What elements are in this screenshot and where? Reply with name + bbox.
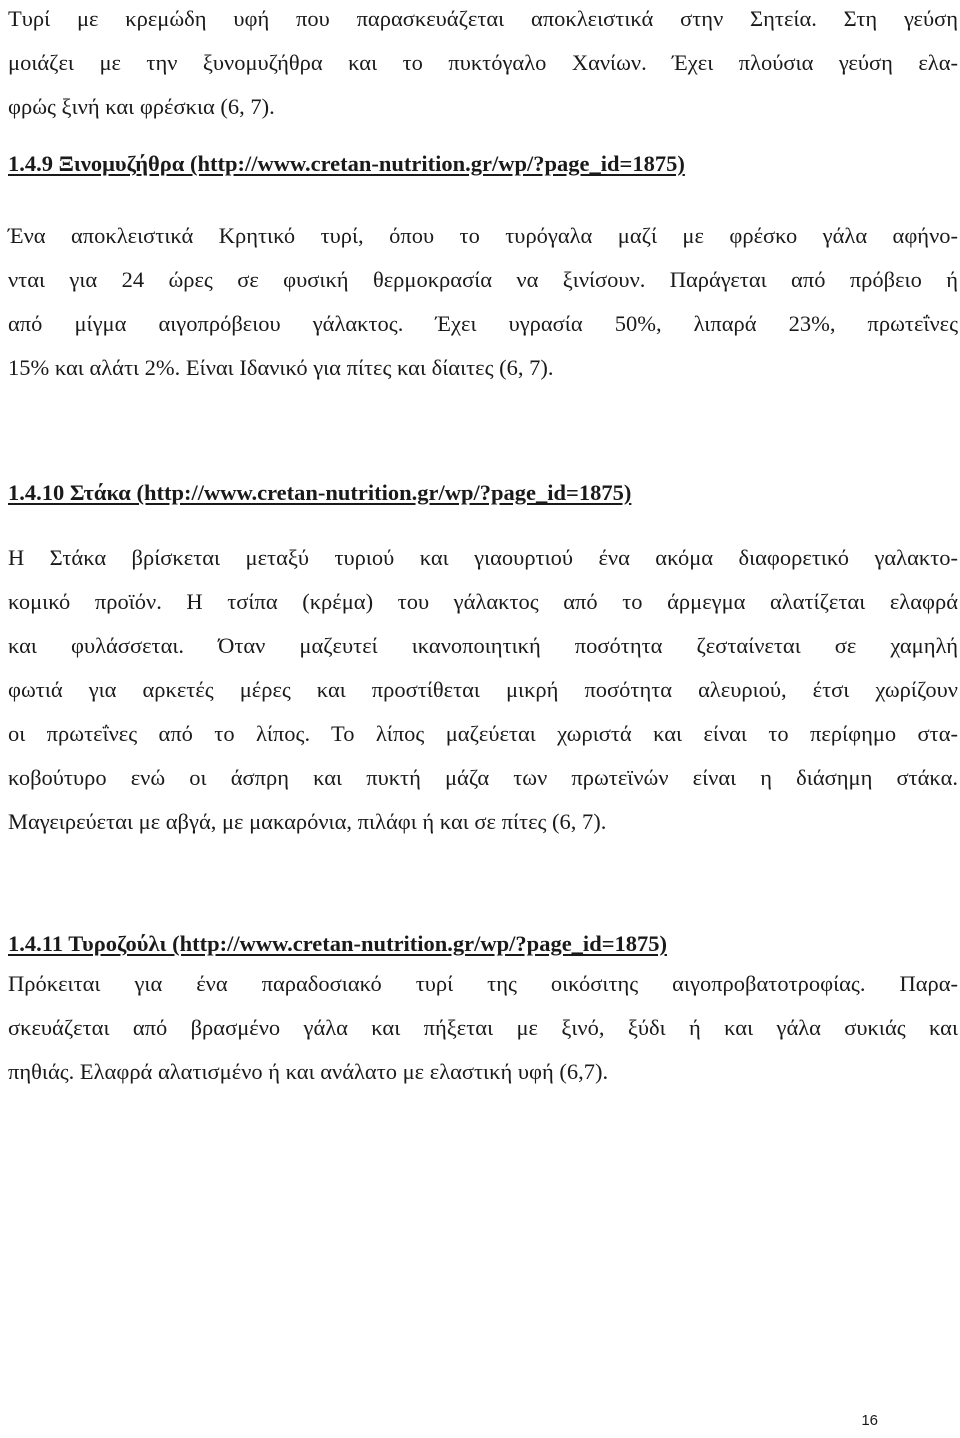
- paragraph-line: οι πρωτεΐνες από το λίπος. Το λίπος μαζεύεται χωριστά και είναι το περίφημο στα-: [8, 721, 958, 746]
- paragraph-line: φωτιά για αρκετές μέρες και προστίθεται μικρή ποσότητα αλευριού, έτσι χωρίζουν: [8, 677, 958, 702]
- paragraph-line: Πρόκειται για ένα παραδοσιακό τυρί της οικόσιτης αιγοπροβατοτροφίας. Παρα-: [8, 971, 958, 996]
- paragraph-line: Ένα αποκλειστικά Κρητικό τυρί, όπου το τυρόγαλα μαζί με φρέσκο γάλα αφήνο-: [8, 223, 958, 248]
- intro-paragraph: [8, 0, 958, 129]
- paragraph-line: Η Στάκα βρίσκεται μεταξύ τυριού και γιαουρτιού ένα ακόμα διαφορετικό γαλακτο-: [8, 545, 958, 570]
- section-body-tyrozouli: [8, 962, 958, 1094]
- paragraph-line: πηθιάς. Ελαφρά αλατισμένο ή και ανάλατο με ελαστική υφή (6,7).: [8, 1059, 609, 1084]
- page-number: 16: [861, 1412, 878, 1429]
- section-body-xinomyzithra: [8, 214, 958, 390]
- section-heading-staka: 1.4.10 Στάκα (http://www.cretan-nutrition.gr/wp/?page_id=1875): [8, 480, 632, 505]
- paragraph-line: κομικό προϊόν. Η τσίπα (κρέμα) του γάλακτος από το άρμεγμα αλατίζεται ελαφρά: [8, 589, 958, 614]
- paragraph-line: Μαγειρεύεται με αβγά, με μακαρόνια, πιλάφι ή και σε πίτες (6, 7).: [8, 809, 607, 834]
- paragraph-line: από μίγμα αιγοπρόβειου γάλακτος. Έχει υγρασία 50%, λιπαρά 23%, πρωτεΐνες: [8, 311, 958, 336]
- paragraph-line: και φυλάσσεται. Όταν μαζευτεί ικανοποιητική ποσότητα ζεσταίνεται σε χαμηλή: [8, 633, 958, 658]
- section-body-staka: [8, 536, 958, 844]
- paragraph-line: σκευάζεται από βρασμένο γάλα και πήξεται με ξινό, ξύδι ή και γάλα συκιάς και: [8, 1015, 958, 1040]
- paragraph-line: φρώς ξινή και φρέσκια (6, 7).: [8, 94, 275, 119]
- paragraph-line: νται για 24 ώρες σε φυσική θερμοκρασία να ξινίσουν. Παράγεται από πρόβειο ή: [8, 267, 958, 292]
- paragraph-line: μοιάζει με την ξυνομυζήθρα και το πυκτόγαλο Χανίων. Έχει πλούσια γεύση ελα-: [8, 50, 958, 75]
- paragraph-line: Τυρί με κρεμώδη υφή που παρασκευάζεται αποκλειστικά στην Σητεία. Στη γεύση: [8, 6, 958, 31]
- paragraph-line: 15% και αλάτι 2%. Είναι Ιδανικό για πίτες και δίαιτες (6, 7).: [8, 355, 554, 380]
- paragraph-line: κοβούτυρο ενώ οι άσπρη και πυκτή μάζα των πρωτεϊνών είναι η διάσημη στάκα.: [8, 765, 958, 790]
- section-heading-xinomyzithra: 1.4.9 Ξινομυζήθρα (http://www.cretan-nutrition.gr/wp/?page_id=1875): [8, 151, 685, 176]
- section-heading-tyrozouli: 1.4.11 Τυροζούλι (http://www.cretan-nutrition.gr/wp/?page_id=1875): [8, 931, 668, 956]
